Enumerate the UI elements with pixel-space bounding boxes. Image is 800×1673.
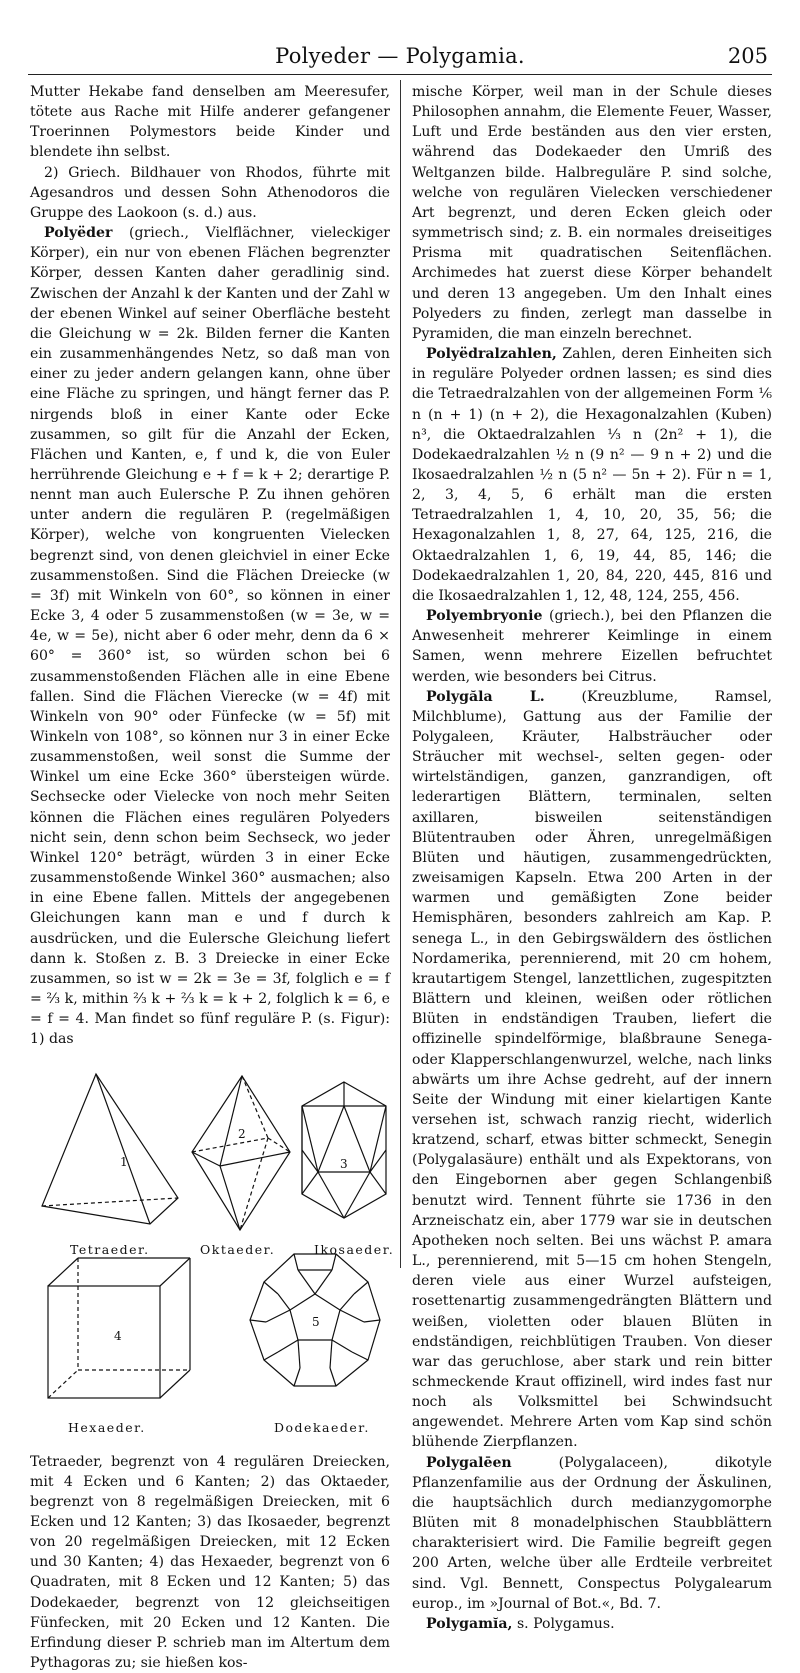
page-header — [28, 40, 772, 75]
headword-polygamia: Polygamĭa, — [426, 1616, 512, 1632]
figure-label-tetraeder: 1 — [120, 1152, 128, 1172]
right-column — [412, 82, 772, 1634]
headword-polyeder: Polyëder — [44, 225, 112, 241]
octahedron-shape — [192, 1076, 290, 1230]
column-divider — [400, 80, 401, 1268]
caption-dodekaeder: Dodekaeder. — [274, 1418, 370, 1438]
entry-polyedralzahlen — [412, 344, 772, 606]
headword-polyembryonie: Polyembryonie — [426, 608, 542, 624]
caption-tetraeder: Tetraeder. — [70, 1240, 150, 1260]
headword-polygala: Polygăla L. — [426, 689, 545, 705]
entry-text-polyembryonie: (griech.), bei den Pflanzen die Anwesenheit mehrerer Keimlinge in einem Samen, wenn mehrere Eizellen befruchtet werden, wie besonders bei Citrus. — [412, 608, 772, 684]
caption-oktaeder: Oktaeder. — [200, 1240, 275, 1260]
icosahedron-shape — [302, 1082, 386, 1218]
entry-text-polyedralzahlen: Zahlen, deren Einheiten sich in reguläre Polyeder ordnen lassen; es sind dies die Tetraedralzahlen von der allgemeinen Form ⅙ n (n + 1) (n + 2), die Hexagonalzahlen (Kuben) n³, die Oktaedralzahlen ⅓ n (2n² + 1), die Dodekaedralzahlen ½ n (9 n² — 9 n + 2) und die Ikosaedralzahlen ½ n (5 n² — 5n + 2). Für n = 1, 2, 3, 4, 5, 6 erhält man die ersten Tetraedralzahlen 1, 4, 10, 20, 35, 56; die Hexagonalzahlen 1, 8, 27, 64, 125, 216, die Oktaedralzahlen 1, 6, 19, 44, 85, 146; die Dodekaedralzahlen 1, 20, 84, 220, 445, 816 und die Ikosaedralzahlen 1, 12, 48, 124, 255, 456. — [412, 346, 772, 604]
entry-polymestor-2: 2) Griech. Bildhauer von Rhodos, führte mit Agesandros und dessen Sohn Athenodoros die Gruppe des Laokoon (s. d.) aus. — [30, 163, 390, 223]
left-column — [30, 82, 390, 1673]
entry-polygaleen — [412, 1453, 772, 1614]
polyhedra-figure — [30, 1054, 390, 1450]
entry-polyembryonie — [412, 606, 772, 687]
entry-text-polyeder: (griech., Vielflächner, vieleckiger Körper), ein nur von ebenen Flächen begrenzter Körper, dessen Kanten daher geradlinig sind. Zwischen der Anzahl k der Kanten und der Zahl w der ebenen Winkel auf seiner Oberfläche besteht die Gleichung w = 2k. Bilden ferner die Kanten ein zusammenhängendes Netz, so daß man von einer zu jeder andern gelangen kann, ohne über eine Fläche zu springen, und hängt ferner das P. nirgends bloß in einer Kante oder Ecke zusammen, so gilt für die Anzahl der Ecken, Flächen und Kanten, e, f und k, die von Euler herrührende Gleichung e + f = k + 2; derartige P. nennt man auch Eulersche P. Zu ihnen gehören unter andern die regulären P. (regelmäßigen Körper), welche von kongruenten Vielecken begrenzt sind, von denen gleichviel in einer Ecke zusammenstoßen. Sind die Flächen Dreiecke (w = 3f) mit Winkeln von 60°, so können in einer Ecke 3, 4 oder 5 zusammenstoßen (w = 3e, w = 4e, w = 5e), nicht aber 6 oder mehr, denn da 6 × 60° = 360° ist, so würden schon bei 6 zusammenstoßenden Flächen alle in eine Ebene fallen. Sind die Flächen Vierecke (w = 4f) mit Winkeln von 90° oder Fünfecke (w = 5f) mit Winkeln von 108°, so können nur 3 in einer Ecke zusammenstoßen, weil sonst die Summe der Winkel um eine Ecke 360° übersteigen würde. Sechsecke oder Vielecke von noch mehr Seiten können die Flächen eines regulären Polyeders nicht sein, denn schon beim Sechseck, wo jeder Winkel 120° beträgt, würden 3 in einer Ecke zusammenstoßende Winkel 360° ausmachen; also in eine Ebene fallen. Mittels der angegebenen Gleichungen kann man e und f durch k ausdrücken, und die Eulersche Gleichung liefert dann k. Stoßen z. B. 3 Dreiecke in einer Ecke zusammen, so ist w = 2k = 3e = 3f, folglich e = f = ⅔ k, mithin ⅔ k + ⅔ k = k + 2, folglich k = 6, e = f = 4. Man findet so fünf reguläre P. (s. Figur): 1) das — [30, 225, 390, 1047]
page-number: 205 — [728, 44, 768, 68]
caption-ikosaeder: Ikosaeder. — [314, 1240, 394, 1260]
caption-hexaeder: Hexaeder. — [68, 1418, 146, 1438]
tetrahedron-shape — [42, 1074, 178, 1224]
entry-polygala — [412, 687, 772, 1453]
headword-polygaleen: Polygalēen — [426, 1455, 512, 1471]
entry-text-polygaleen: (Polygalaceen), dikotyle Pflanzenfamilie aus der Ordnung der Äskulinen, die hauptsächlich durch medianzygomorphe Blüten mit 8 monadelphischen Staubblättern charakterisiert wird. Die Familie begreift gegen 200 Arten, welche über alle Erdteile verbreitet sind. Vgl. Bennett, Conspectus Polygalearum europ., im »Journal of Bot.«, Bd. 7. — [412, 1455, 772, 1612]
entry-polyeder — [30, 223, 390, 1049]
figure-label-oktaeder: 2 — [238, 1124, 246, 1144]
entry-text-polygala: (Kreuzblume, Ramsel, Milchblume), Gattung aus der Familie der Polygaleen, Kräuter, Halbsträucher oder Sträucher mit wechsel-, selten gegen- oder wirtelständigen, ganzen, ganzrandigen, oft lederartigen Blättern, terminalen, selten axillaren, bisweilen seitenständigen Blütentrauben oder Ähren, unregelmäßigen Blüten und häutigen, zusammengedrückten, zweisamigen Kapseln. Etwa 200 Arten in der warmen und gemäßigten Zone beider Hemisphären, besonders zahlreich am Kap. P. senega L., in den Gebirgswäldern des östlichen Nordamerika, perennierend, mit 20 cm hohem, krautartigem Stengel, lanzettlichen, zugespitzten Blättern und kleinen, weißen oder rötlichen Blüten in endständigen Trauben, liefert die offizinelle spindelförmige, blaßbraune Senega- oder Klapperschlangenwurzel, welche, nach links abwärts um ihre Achse gedreht, auf der innern Seite der Windung mit einer kielartigen Kante versehen ist, schwach ranzig riecht, widerlich kratzend, scharf, etwas bitter schmeckt, Senegin (Polygalasäure) enthält und als Expektorans, von den Eingebornen aber gegen Schlangenbiß benutzt wird. Tennent führte sie 1736 in den Arzneischatz ein, aber 1779 war sie in deutschen Apotheken noch selten. Bei uns wächst P. amara L., perennierend, mit 5—15 cm hohen Stengeln, deren viele aus einer Wurzel aufsteigen, rosettenartig zusammengedrängten Blättern und weißen, violetten oder blauen Blüten in endständigen, reichblütigen Trauben. Von dieser war das geruchlose, aber stark und rein bitter schmeckende Kraut offizinell, wird indes fast nur noch als Volksmittel bei Schwindsucht angewendet. Mehrere Arten vom Kap sind schön blühende Zierpflanzen. — [412, 689, 772, 1451]
figure-label-hexaeder: 4 — [114, 1326, 122, 1346]
entry-text-polygamia: s. Polygamus. — [517, 1616, 615, 1632]
figure-label-ikosaeder: 3 — [340, 1154, 348, 1174]
headword-polyedralzahlen: Polyëdralzahlen, — [426, 346, 557, 362]
running-title: Polyeder — Polygamia. — [28, 44, 772, 68]
entry-polyeder-end: mische Körper, weil man in der Schule dieses Philosophen annahm, die Elemente Feuer, Wasser, Luft und Erde beständen aus den vier ersten, während das Dodekaeder den Umriß des Weltganzen bilde. Halbreguläre P. sind solche, welche von regulären Vielecken verschiedener Art begrenzt, und deren Ecken gleich oder symmetrisch sind; z. B. ein normales dreiseitiges Prisma mit quadratischen Seitenflächen. Archimedes hat zuerst diese Körper behandelt und deren 13 angegeben. Um den Inhalt eines Polyeders zu finden, zerlegt man dasselbe in Pyramiden, die man einzeln berechnet. — [412, 82, 772, 344]
entry-continuation: Mutter Hekabe fand denselben am Meeresufer, tötete aus Rache mit Hilfe anderer gefangener Troerinnen Polymestors beide Kinder und blendete ihn selbst. — [30, 82, 390, 163]
figure-label-dodekaeder: 5 — [312, 1312, 320, 1332]
entry-polygamia — [412, 1614, 772, 1634]
entry-polyeder-continued: Tetraeder, begrenzt von 4 regulären Dreiecken, mit 4 Ecken und 6 Kanten; 2) das Oktaeder, begrenzt von 8 regelmäßigen Dreiecken, mit 6 Ecken und 12 Kanten; 3) das Ikosaeder, begrenzt von 20 regelmäßigen Dreiecken, mit 12 Ecken und 30 Kanten; 4) das Hexaeder, begrenzt von 6 Quadraten, mit 8 Ecken und 12 Kanten; 5) das Dodekaeder, begrenzt von 12 gleichseitigen Fünfecken, mit 20 Ecken und 12 Kanten. Die Erfindung dieser P. schrieb man im Altertum dem Pythagoras zu; sie hießen kos- — [30, 1452, 390, 1673]
